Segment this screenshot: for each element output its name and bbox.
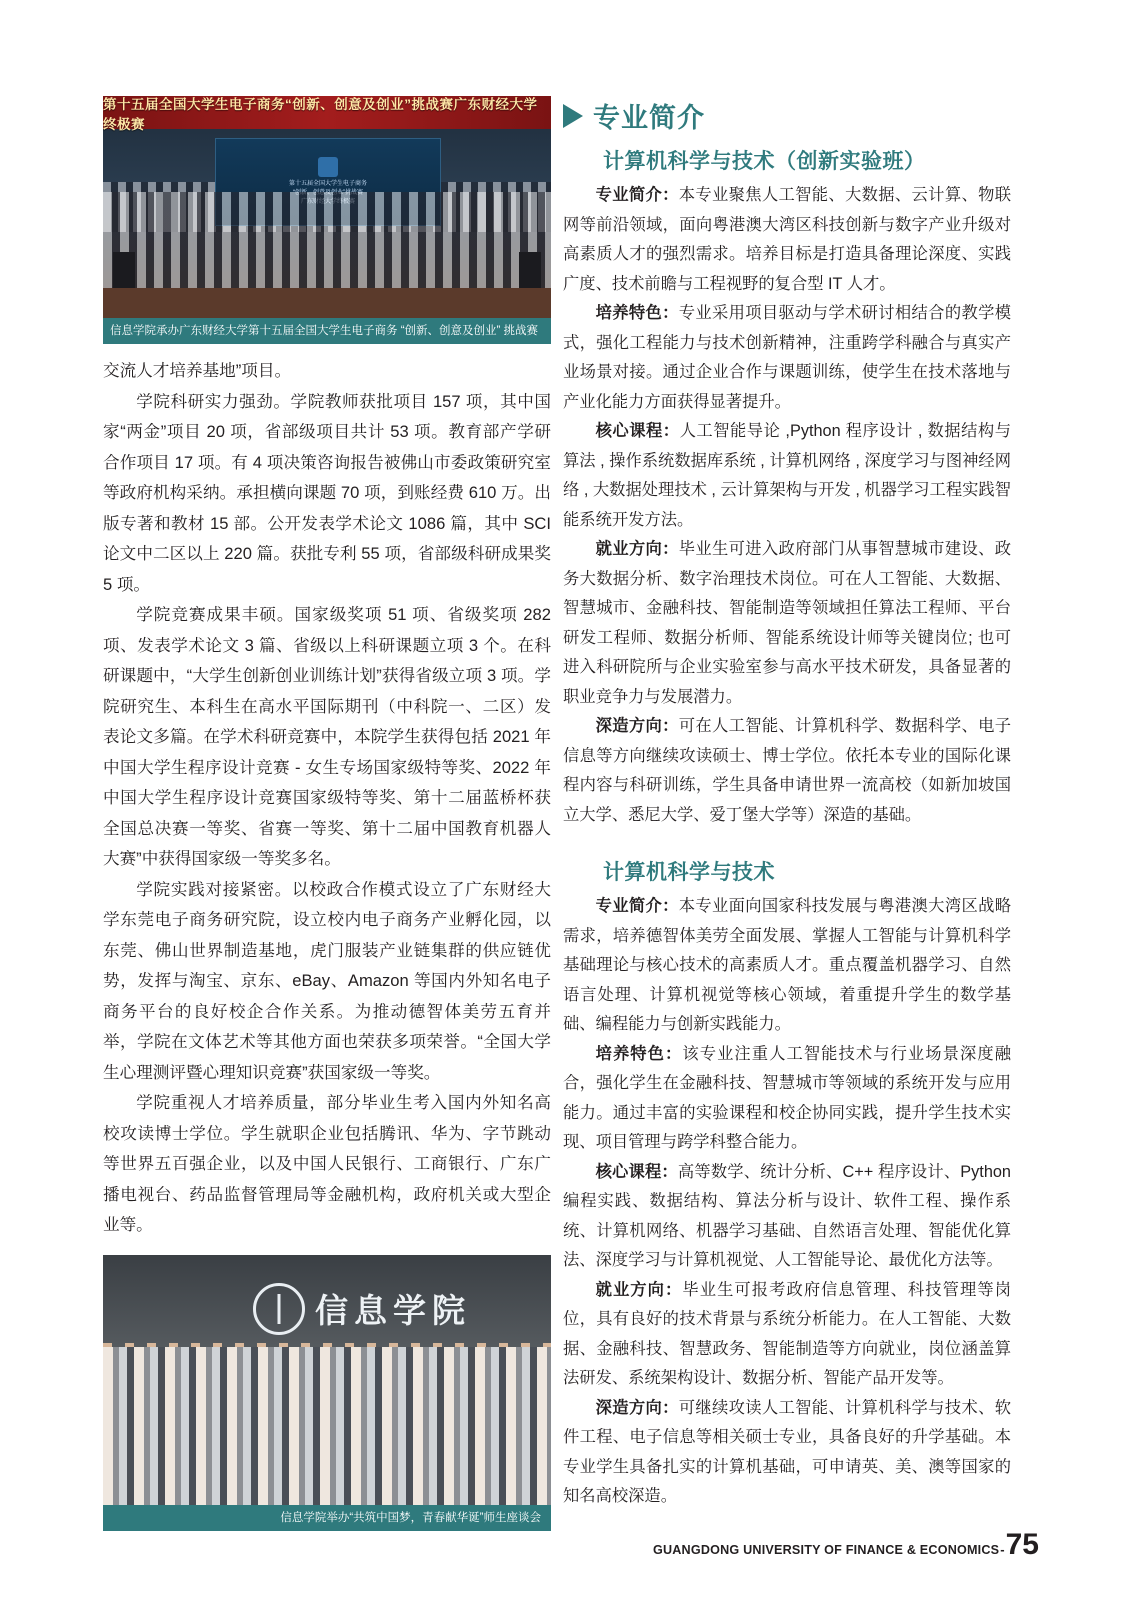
field-text: 本专业聚焦人工智能、大数据、云计算、物联网等前沿领域，面向粤港澳大湾区科技创新与数字产业升级对高素质人才的强烈需求。培养目标是打造具备理论深度、实践广度、技术前瞻与工程视野的复合型 IT 人才。: [563, 186, 1011, 293]
field-label: 深造方向：: [595, 717, 679, 735]
stage-logo-icon: [318, 157, 338, 177]
right-column: [563, 96, 1011, 1512]
major-1-item-1: [563, 299, 1011, 417]
footer-university-name: GUANGDONG UNIVERSITY OF FINANCE & ECONOMICS: [652, 1543, 1000, 1557]
field-label: 核心课程：: [595, 422, 680, 440]
major-1-item-0: [563, 181, 1011, 299]
major-1-item-2: [563, 417, 1011, 535]
page-number: 75: [1005, 1528, 1039, 1561]
photo-banner-text: 第十五届全国大学生电子商务“创新、创意及创业”挑战赛广东财经大学终极赛: [103, 96, 551, 129]
page-footer: [652, 1528, 1039, 1561]
major-2-item-4: [563, 1394, 1011, 1512]
field-label: 就业方向：: [595, 540, 679, 558]
major-2-item-3: [563, 1276, 1011, 1394]
footer-dash: -: [1000, 1542, 1005, 1557]
triangle-bullet-icon: [563, 104, 583, 128]
college-wall-logo: [253, 1283, 471, 1335]
left-body-text: [103, 356, 551, 1241]
major-title-1: 计算机科学与技术（创新实验班）: [603, 149, 926, 173]
major-title-2: 计算机科学与技术: [603, 860, 775, 884]
field-text: 本专业面向国家科技发展与粤港澳大湾区战略需求，培养德智体美劳全面发展、掌握人工智能与计算机科学基础理论与核心技术的高素质人才。重点覆盖机器学习、自然语言处理、计算机视觉等核心领域，着重提升学生的数学基础、编程能力与创新实践能力。: [563, 897, 1011, 1033]
field-text: 可在人工智能、计算机科学、数据科学、电子信息等方向继续攻读硕士、博士学位。依托本专业的国际化课程内容与科研训练，学生具备申请世界一流高校（如新加坡国立大学、悉尼大学、爱丁堡大学等）深造的基础。: [563, 717, 1011, 824]
field-text: 毕业生可进入政府部门从事智慧城市建设、政务大数据分析、数字治理技术岗位。可在人工智能、大数据、智慧城市、金融科技、智能制造等领域担任算法工程师、平台研发工程师、数据分析师、智能系统设计师等关键岗位; 也可进入科研院所与企业实验室参与高水平技术研发，具备显著的职业竞争力与发展潜力。: [563, 540, 1011, 706]
photo-block-bottom: [103, 1255, 551, 1531]
people-row: [103, 1347, 551, 1505]
field-label: 核心课程：: [595, 1162, 678, 1181]
photo-block-top: [103, 96, 551, 344]
major-2-item-0: [563, 892, 1011, 1040]
field-text: 人工智能导论 ,Python 程序设计 , 数据结构与算法 , 操作系统数据库系统 , 计算机网络 , 深度学习与图神经网络 , 大数据处理技术 , 云计算架构与开发 , 机器学习工程实践智能系统开发方法。: [563, 422, 1011, 529]
paragraph: 学院重视人才培养质量，部分毕业生考入国内外知名高校攻读博士学位。学生就职企业包括腾讯、华为、字节跳动等世界五百强企业，以及中国人民银行、工商银行、广东广播电视台、药品监督管理局等金融机构，政府机关或大型企业等。: [103, 1093, 551, 1234]
major-1-item-4: [563, 712, 1011, 830]
information-college-forum-photo: [103, 1255, 551, 1505]
paragraph: 学院实践对接紧密。以校政合作模式设立了广东财经大学东莞电子商务研究院，设立校内电子商务产业孵化园，以东莞、佛山世界制造基地，虎门服装产业链集群的供应链优势，发挥与淘宝、京东、eBay、Amazon 等国内外知名电子商务平台的良好校企合作关系。为推动德智体美劳五育并举，学院在文体艺术等其他方面也荣获多项荣誉。“全国大学生心理测评暨心理知识竞赛”获国家级一等奖。: [103, 879, 551, 1082]
paragraph: 学院科研实力强劲。学院教师获批项目 157 项，其中国家“两金”项目 20 项，省部级项目共计 53 项。教育部产学研合作项目 17 项。有 4 项决策咨询报告被佛山市委政策研究室等政府机构采纳。承担横向课题 70 项，到账经费 610 万。出版专著和教材 15 部。公开发表学术论文 1086 篇，其中 SCI 论文中二区以上 220 篇。获批专利 55 项，省部级科研成果奖 5 项。: [103, 391, 551, 594]
left-column: [103, 96, 551, 1531]
field-text: 毕业生可报考政府信息管理、科技管理等岗位，具有良好的技术背景与系统分析能力。在人工智能、大数据、金融科技、智慧政务、智能制造等方向就业，岗位涵盖算法研发、系统架构设计、数据分析、智能产品开发等。: [563, 1280, 1011, 1387]
college-emblem-icon: [253, 1283, 305, 1335]
field-label: 深造方向：: [595, 1398, 679, 1417]
e-commerce-challenge-photo: [103, 96, 551, 318]
major-1-item-3: [563, 535, 1011, 712]
field-label: 培养特色：: [595, 1044, 683, 1063]
field-label: 就业方向：: [595, 1280, 683, 1299]
major-2-item-2: [563, 1158, 1011, 1276]
photo-caption-top: 信息学院承办广东财经大学第十五届全国大学生电子商务 “创新、创意及创业” 挑战赛: [103, 318, 551, 344]
field-label: 培养特色：: [595, 304, 679, 322]
major-2-item-1: [563, 1040, 1011, 1158]
college-wall-text: 信息学院: [315, 1292, 471, 1329]
field-text: 专业采用项目驱动与学术研讨相结合的教学模式，强化工程能力与技术创新精神，注重跨学科融合与真实产业场景对接。通过企业合作与课题训练，使学生在技术落地与产业化能力方面获得显著提升。: [563, 304, 1011, 411]
screen-line-1: 第十五届全国大学生电子商务: [288, 181, 367, 188]
field-label: 专业简介：: [595, 186, 679, 204]
crowd-front: [103, 192, 551, 292]
paragraph: 学院竞赛成果丰硕。国家级奖项 51 项、省级奖项 282 项、发表学术论文 3 篇、省级以上科研课题立项 3 个。在科研课题中，“大学生创新创业训练计划”获得省级立项 3 项。学院研究生、本科生在高水平国际期刊（中科院一、二区）发表论文多篇。在学术科研竞赛中，本院学生获得包括 2021 年中国大学生程序设计竞赛 - 女生专场国家级特等奖、2022 年中国大学生程序设计竞赛国家级特等奖、第十二届蓝桥杯获全国总决赛一等奖、省赛一等奖、第十二届中国教育机器人大赛”中获得国家级一等奖多名。: [103, 605, 551, 868]
paragraph: 交流人才培养基地”项目。: [103, 361, 292, 380]
photo-caption-bottom: 信息学院举办“共筑中国梦，青春献华诞”师生座谈会: [103, 1505, 551, 1531]
field-text: 可继续攻读人工智能、计算机科学与技术、软件工程、电子信息等相关硕士专业，具备良好的升学基础。本专业学生具备扎实的计算机基础，可申请英、美、澳等国家的知名高校深造。: [563, 1398, 1011, 1505]
stage-speaker-right: [519, 252, 541, 292]
stage-speaker-left: [113, 252, 135, 292]
stage-floor: [103, 288, 551, 318]
field-label: 专业简介：: [595, 897, 679, 915]
section-title: 专业简介: [593, 103, 705, 134]
field-text: 该专业注重人工智能技术与行业场景深度融合，强化学生在金融科技、智慧城市等领域的系统开发与应用能力。通过丰富的实验课程和校企协同实践，提升学生技术实现、项目管理与跨学科整合能力。: [563, 1044, 1011, 1151]
section-header: [563, 96, 1011, 135]
field-text: 高等数学、统计分析、C++ 程序设计、Python 编程实践、数据结构、算法分析与设计、软件工程、操作系统、计算机网络、机器学习基础、自然语言处理、智能优化算法、深度学习与计算机视觉、人工智能导论、最优化方法等。: [563, 1162, 1011, 1269]
